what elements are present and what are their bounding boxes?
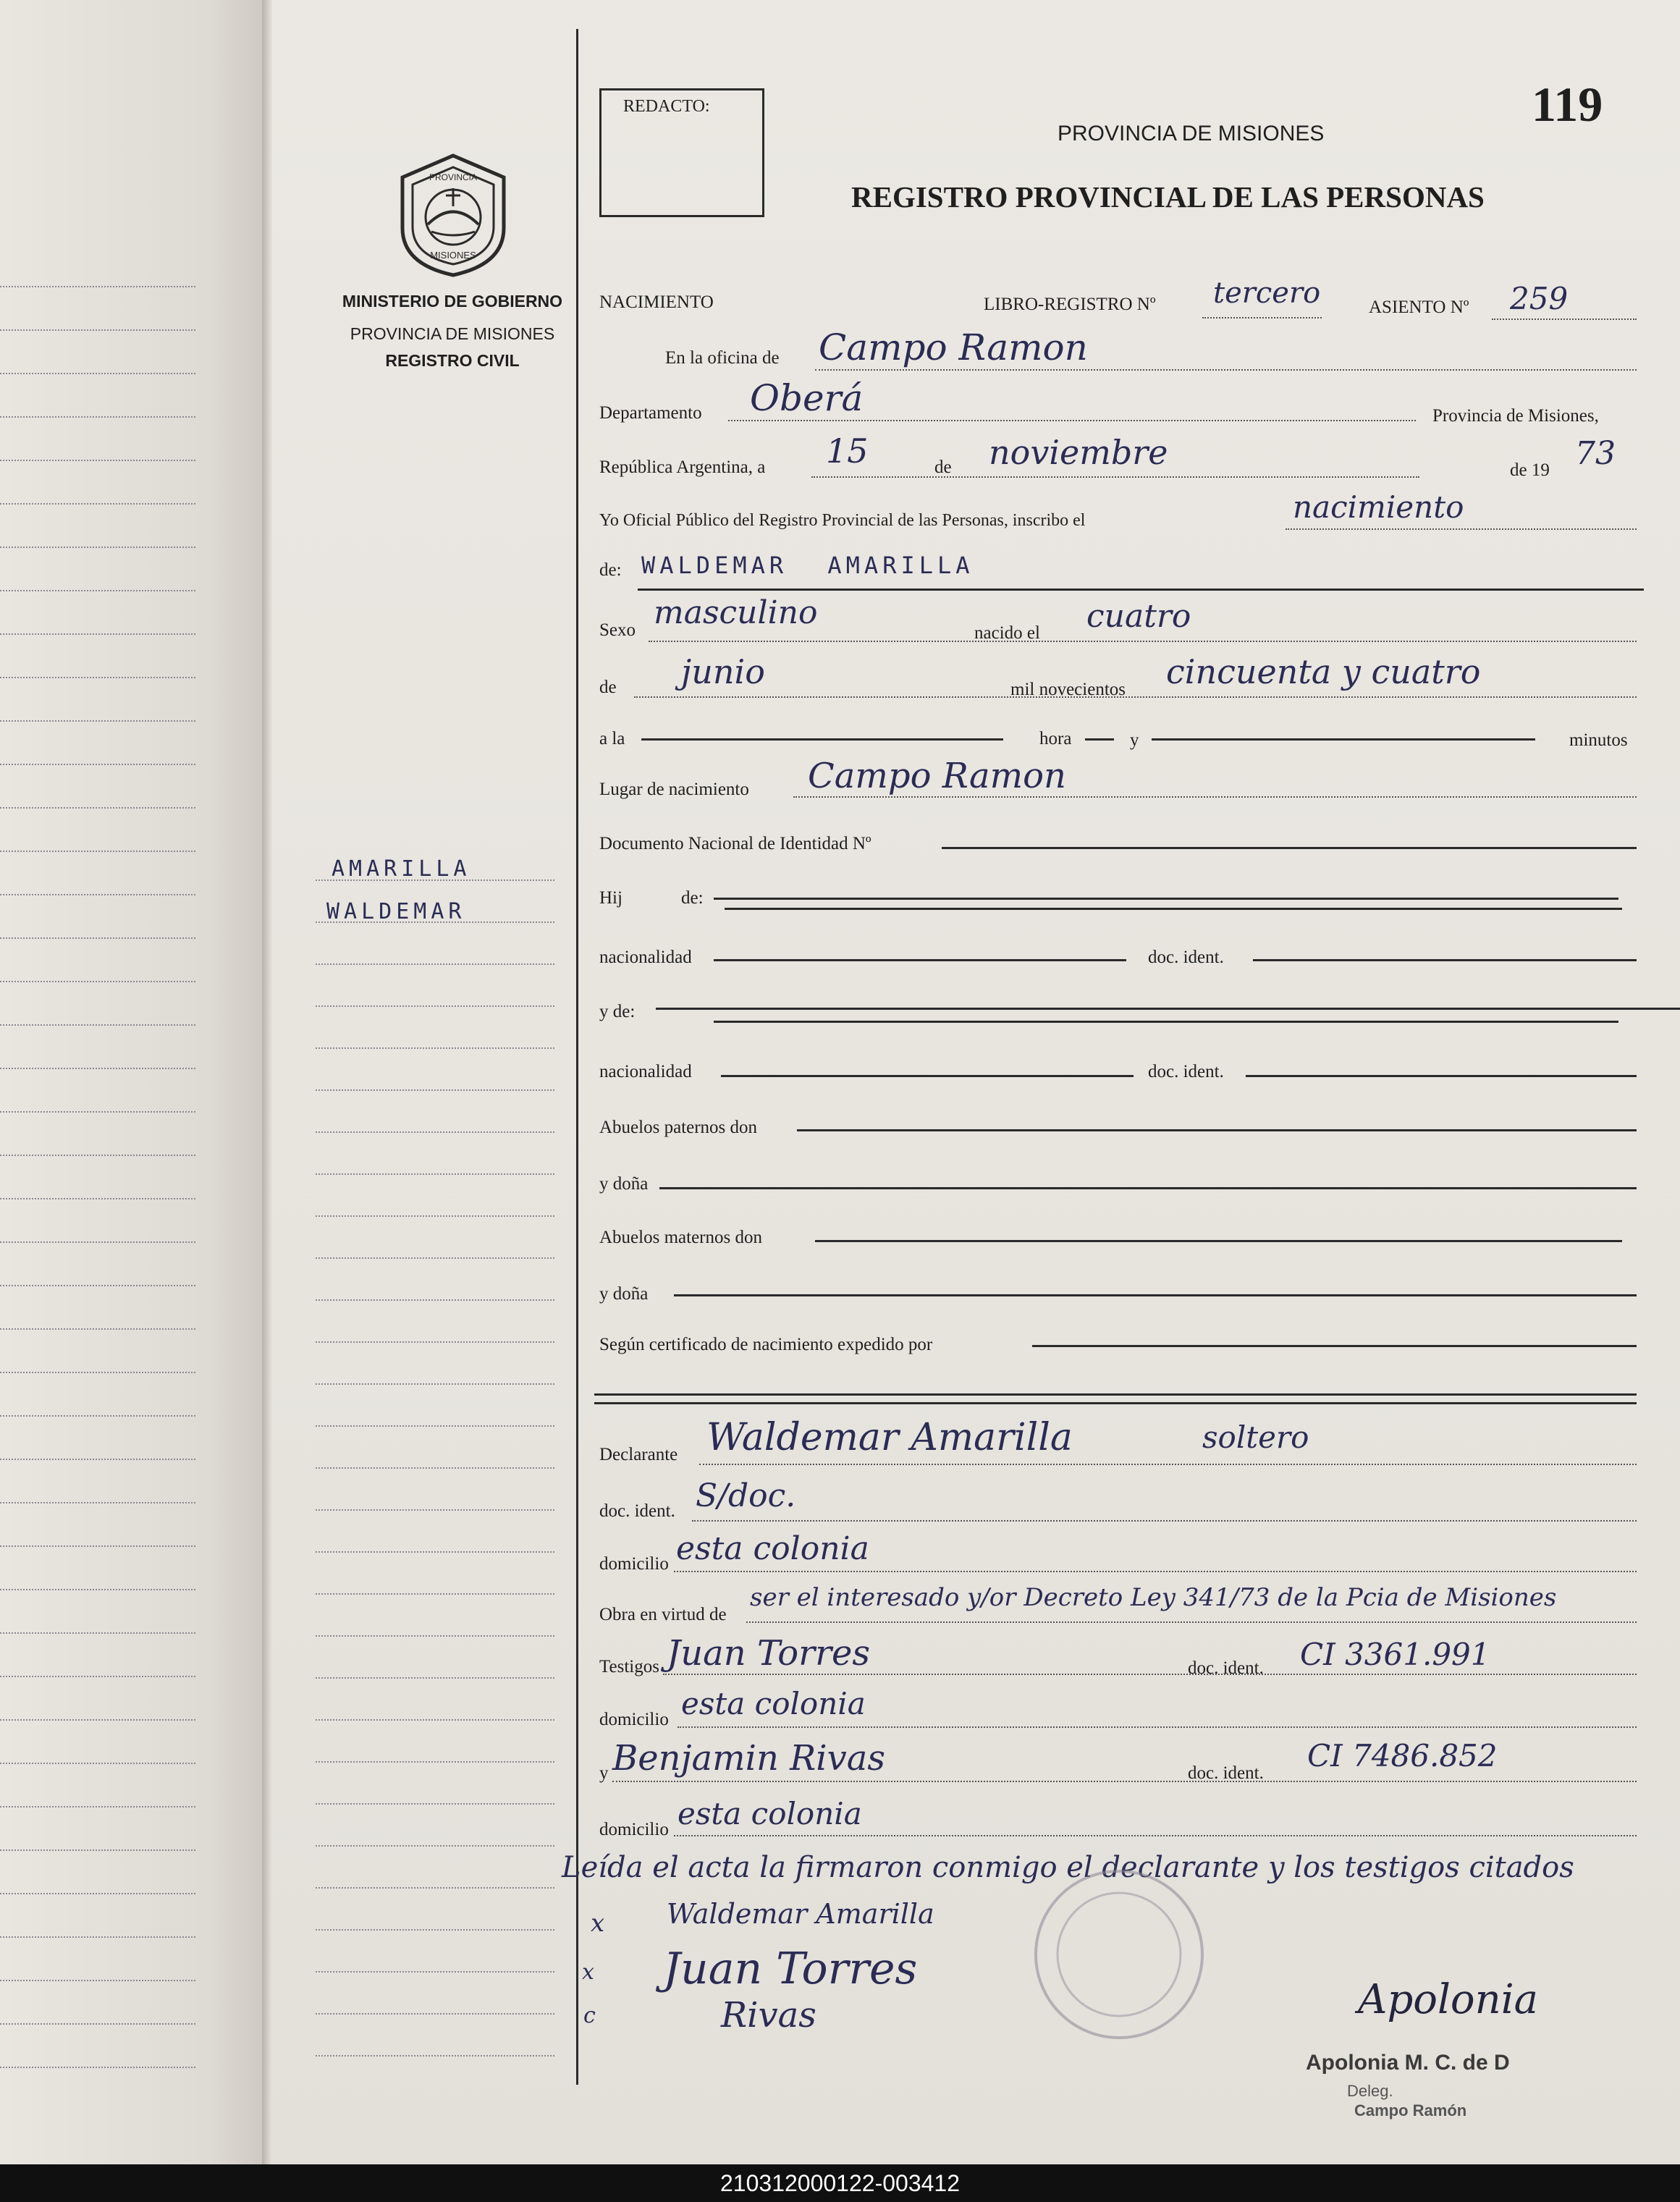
dni-label: Documento Nacional de Identidad Nº bbox=[599, 834, 871, 853]
left-page-rule bbox=[0, 547, 195, 548]
domicilio-label-3: domicilio bbox=[599, 1820, 669, 1839]
departamento-label: Departamento bbox=[599, 403, 702, 423]
left-page-rule bbox=[0, 1893, 195, 1894]
mes-value: noviembre bbox=[989, 433, 1168, 472]
testigo1-value: Juan Torres bbox=[667, 1633, 871, 1674]
leida-text: Leída el acta la firmaron conmigo el declarante y los testigos citados bbox=[562, 1851, 1574, 1884]
anio-value: 73 bbox=[1575, 435, 1616, 472]
hij-line-2 bbox=[725, 908, 1622, 910]
left-page-rule bbox=[0, 460, 195, 461]
mil-label: mil novecientos bbox=[1010, 680, 1126, 699]
signature-mark-3: c bbox=[583, 2003, 596, 2028]
ministry-province-label: PROVINCIA DE MISIONES bbox=[350, 324, 555, 343]
y-dona-line-2 bbox=[674, 1294, 1637, 1296]
testigo1-underline bbox=[663, 1674, 1637, 1675]
doc-ident-label-t1: doc. ident. bbox=[1188, 1658, 1264, 1678]
left-page-rule bbox=[0, 1545, 195, 1547]
left-page-rule bbox=[0, 1502, 195, 1503]
margin-rule bbox=[316, 2013, 554, 2015]
domicilio-value-1: esta colonia bbox=[676, 1530, 869, 1567]
abuelos-paternos-line bbox=[797, 1129, 1637, 1131]
y-de-label: y de: bbox=[599, 1002, 636, 1021]
minutos-label: minutos bbox=[1569, 730, 1628, 750]
y-dona-label-1: y doña bbox=[599, 1174, 649, 1194]
inscribo-underline bbox=[1286, 528, 1637, 530]
official-place: Campo Ramón bbox=[1354, 2101, 1467, 2119]
seal-bottom-text: MISIONES bbox=[430, 250, 476, 261]
declarante-value: Waldemar Amarilla bbox=[706, 1416, 1073, 1459]
y-dona-line-1 bbox=[659, 1187, 1637, 1189]
y-de-line-1 bbox=[656, 1008, 1680, 1010]
domicilio-value-2: esta colonia bbox=[681, 1686, 866, 1721]
left-page-rule bbox=[0, 590, 195, 591]
image-caption: 210312000122-003412 bbox=[0, 2164, 1680, 2202]
obra-label: Obra en virtud de bbox=[599, 1605, 727, 1624]
doc-ident-line-2 bbox=[1246, 1075, 1637, 1077]
left-page-rule bbox=[0, 1849, 195, 1851]
margin-rule bbox=[316, 1677, 554, 1679]
civil-registry-label: REGISTRO CIVIL bbox=[385, 351, 520, 370]
lugar-label: Lugar de nacimiento bbox=[599, 780, 749, 799]
y-de-line-2 bbox=[714, 1021, 1618, 1023]
margin-rule bbox=[316, 1173, 554, 1175]
doc-ident-decl-label: doc. ident. bbox=[599, 1501, 675, 1521]
margin-rule bbox=[316, 921, 554, 923]
margin-surname: AMARILLA bbox=[332, 856, 471, 882]
testigo2-underline bbox=[612, 1781, 1637, 1782]
doc-ident-decl-value: S/doc. bbox=[696, 1477, 796, 1514]
left-page-rule bbox=[0, 1763, 195, 1764]
left-page-rule bbox=[0, 1198, 195, 1199]
margin-rule bbox=[316, 1467, 554, 1469]
left-page-rule bbox=[0, 1068, 195, 1069]
asiento-label: ASIENTO Nº bbox=[1369, 298, 1469, 317]
nacionalidad-label-1: nacionalidad bbox=[599, 948, 692, 967]
left-page-rule bbox=[0, 2067, 195, 2068]
left-page-rule bbox=[0, 1328, 195, 1330]
left-page-rule bbox=[0, 807, 195, 809]
book-gutter bbox=[262, 0, 272, 2164]
signature-2: Juan Torres bbox=[663, 1944, 918, 1994]
declarante-label: Declarante bbox=[599, 1445, 678, 1464]
section-divider-2 bbox=[594, 1402, 1637, 1404]
left-page-rule bbox=[0, 1415, 195, 1417]
margin-rule bbox=[316, 1803, 554, 1805]
registry-title: REGISTRO PROVINCIAL DE LAS PERSONAS bbox=[851, 180, 1485, 214]
inscribo-value: nacimiento bbox=[1293, 489, 1464, 525]
hora-label: hora bbox=[1039, 729, 1072, 748]
hij-de-label: de: bbox=[681, 888, 704, 908]
margin-rule bbox=[316, 1593, 554, 1595]
left-page-rule bbox=[0, 677, 195, 678]
doc-ident-line-1 bbox=[1253, 959, 1637, 961]
yo-oficial-label: Yo Oficial Público del Registro Provincial de las Personas, inscribo el bbox=[599, 511, 1086, 530]
margin-rule bbox=[316, 1341, 554, 1343]
left-page-rule bbox=[0, 1806, 195, 1807]
asiento-value: 259 bbox=[1510, 281, 1569, 316]
mes-nac-underline bbox=[634, 696, 1637, 698]
province-header: PROVINCIA DE MISIONES bbox=[1058, 122, 1325, 145]
left-page-rule bbox=[0, 1980, 195, 1981]
margin-rule bbox=[316, 1929, 554, 1931]
left-page-rule bbox=[0, 329, 195, 331]
left-page-rule bbox=[0, 937, 195, 939]
sexo-value: masculino bbox=[654, 594, 818, 631]
section-divider-1 bbox=[594, 1393, 1637, 1396]
lugar-value: Campo Ramon bbox=[808, 756, 1066, 796]
margin-rule bbox=[316, 1089, 554, 1091]
de-mes-label: de bbox=[934, 457, 952, 477]
left-page-rule bbox=[0, 1241, 195, 1243]
left-page-rule bbox=[0, 1589, 195, 1590]
testigo2-doc: CI 7486.852 bbox=[1307, 1738, 1498, 1773]
left-page-rule bbox=[0, 720, 195, 722]
left-page-rule bbox=[0, 894, 195, 895]
left-page-rule bbox=[0, 2023, 195, 2025]
nombre-underline bbox=[638, 589, 1644, 591]
official-name: Apolonia M. C. de D bbox=[1306, 2051, 1510, 2075]
margin-rule bbox=[316, 963, 554, 965]
nombre-value: WALDEMAR AMARILLA bbox=[641, 552, 974, 579]
margin-rule bbox=[316, 1635, 554, 1637]
margin-rule bbox=[316, 1719, 554, 1721]
departamento-value: Oberá bbox=[750, 377, 864, 419]
abuelos-maternos-line bbox=[815, 1240, 1622, 1242]
domicilio-underline-1 bbox=[674, 1571, 1637, 1572]
ministry-label: MINISTERIO DE GOBIERNO bbox=[342, 292, 563, 311]
anio-nac-value: cincuenta y cuatro bbox=[1166, 652, 1481, 691]
domicilio-underline-2 bbox=[678, 1726, 1637, 1728]
obra-value: ser el interesado y/or Decreto Ley 341/73 de la Pcia de Misiones bbox=[750, 1583, 1557, 1612]
dia-value: 15 bbox=[826, 431, 869, 471]
left-page-rule bbox=[0, 1372, 195, 1373]
margin-rule bbox=[316, 1845, 554, 1847]
y-testigo2-label: y bbox=[599, 1763, 609, 1783]
signature-1: Waldemar Amarilla bbox=[667, 1898, 934, 1930]
oficina-underline bbox=[815, 369, 1637, 371]
left-page-rule bbox=[0, 1459, 195, 1460]
declarante-underline bbox=[699, 1464, 1637, 1465]
nacionalidad-line-2 bbox=[721, 1075, 1134, 1077]
nacido-value: cuatro bbox=[1086, 598, 1191, 635]
margin-rule bbox=[316, 1887, 554, 1889]
margin-rule bbox=[316, 1383, 554, 1385]
de-mes-nac-label: de bbox=[599, 678, 617, 697]
libro-underline bbox=[1202, 317, 1322, 319]
left-page-rule bbox=[0, 416, 195, 418]
republica-label: República Argentina, a bbox=[599, 457, 766, 477]
nacionalidad-label-2: nacionalidad bbox=[599, 1062, 692, 1081]
official-title: Deleg. bbox=[1347, 2082, 1393, 2100]
margin-rule bbox=[316, 1215, 554, 1217]
doc-ident-label-2: doc. ident. bbox=[1148, 1062, 1224, 1081]
left-page-rule bbox=[0, 1285, 195, 1286]
y-hora-label: y bbox=[1130, 730, 1139, 750]
left-page-rule bbox=[0, 1024, 195, 1026]
fecha-underline bbox=[811, 476, 1419, 478]
official-signature: Apolonia bbox=[1358, 1976, 1538, 2023]
hij-line-1 bbox=[714, 898, 1618, 900]
margin-rule bbox=[316, 1047, 554, 1049]
margin-rule bbox=[316, 1509, 554, 1511]
a-la-line bbox=[641, 738, 1003, 741]
testigo1-doc: CI 3361.991 bbox=[1300, 1637, 1490, 1672]
nacimiento-label: NACIMIENTO bbox=[599, 292, 714, 312]
left-page-rule bbox=[0, 851, 195, 852]
margin-rule bbox=[316, 1971, 554, 1973]
lugar-underline bbox=[793, 796, 1637, 798]
official-stamp-icon bbox=[1025, 1860, 1213, 2049]
margin-rule bbox=[316, 1761, 554, 1763]
provincial-seal-icon bbox=[388, 148, 518, 279]
sexo-label: Sexo bbox=[599, 620, 636, 640]
margin-rule bbox=[316, 1005, 554, 1007]
libro-value: tercero bbox=[1213, 277, 1321, 310]
hora-line bbox=[1085, 738, 1114, 741]
left-page-rule bbox=[0, 1111, 195, 1113]
signature-mark-2: x bbox=[582, 1960, 594, 1985]
left-page bbox=[0, 0, 262, 2164]
left-page-rule bbox=[0, 981, 195, 982]
margin-rule bbox=[316, 1299, 554, 1301]
margin-rule bbox=[316, 1425, 554, 1427]
form-left-rule bbox=[576, 29, 578, 2085]
segun-label: Según certificado de nacimiento expedido por bbox=[599, 1335, 933, 1354]
a-la-label: a la bbox=[599, 729, 625, 748]
testigos-label: Testigos bbox=[599, 1657, 659, 1676]
margin-rule bbox=[316, 1257, 554, 1259]
left-page-rule bbox=[0, 1676, 195, 1677]
obra-underline bbox=[746, 1621, 1637, 1623]
oficina-label: En la oficina de bbox=[665, 348, 780, 368]
asiento-underline bbox=[1492, 319, 1637, 320]
right-page bbox=[272, 0, 1680, 2164]
left-page-rule bbox=[0, 1632, 195, 1634]
signature-mark-1: x bbox=[591, 1909, 605, 1938]
page-number: 119 bbox=[1532, 77, 1603, 132]
abuelos-maternos-label: Abuelos maternos don bbox=[599, 1228, 762, 1247]
departamento-underline bbox=[728, 420, 1416, 421]
mes-nac-value: junio bbox=[681, 652, 765, 691]
domicilio-value-3: esta colonia bbox=[678, 1796, 862, 1831]
signature-3: Rivas bbox=[721, 1995, 816, 2036]
abuelos-paternos-label: Abuelos paternos don bbox=[599, 1118, 758, 1137]
nacido-label: nacido el bbox=[974, 623, 1040, 643]
margin-rule bbox=[316, 879, 554, 881]
nacionalidad-line-1 bbox=[714, 959, 1126, 961]
y-dona-label-2: y doña bbox=[599, 1284, 649, 1304]
doc-ident-label-t2: doc. ident. bbox=[1188, 1763, 1264, 1783]
segun-line bbox=[1032, 1345, 1637, 1347]
domicilio-label-2: domicilio bbox=[599, 1710, 669, 1729]
libro-label: LIBRO-REGISTRO Nº bbox=[984, 295, 1156, 314]
sexo-underline bbox=[649, 641, 1637, 642]
domicilio-underline-3 bbox=[674, 1835, 1637, 1836]
margin-rule bbox=[316, 1131, 554, 1133]
left-page-rule bbox=[0, 286, 195, 287]
hij-label: Hij bbox=[599, 888, 622, 908]
left-page-rule bbox=[0, 1936, 195, 1938]
doc-ident-decl-underline bbox=[692, 1520, 1637, 1522]
left-page-rule bbox=[0, 633, 195, 635]
de19-label: de 19 bbox=[1510, 460, 1550, 480]
oficina-value: Campo Ramon bbox=[819, 326, 1088, 368]
redacto-label: REDACTO: bbox=[623, 97, 710, 116]
redacto-box bbox=[599, 88, 764, 217]
testigo2-value: Benjamin Rivas bbox=[612, 1738, 885, 1779]
left-page-rule bbox=[0, 764, 195, 765]
doc-ident-label-1: doc. ident. bbox=[1148, 948, 1224, 967]
declarante-estado: soltero bbox=[1202, 1420, 1309, 1455]
dni-line bbox=[942, 847, 1637, 849]
margin-rule bbox=[316, 2055, 554, 2057]
de-nombre-label: de: bbox=[599, 560, 622, 580]
minutos-line bbox=[1152, 738, 1535, 741]
left-page-rule bbox=[0, 1155, 195, 1156]
left-page-rule bbox=[0, 373, 195, 374]
margin-given-name: WALDEMAR bbox=[326, 899, 466, 924]
left-page-rule bbox=[0, 503, 195, 505]
provincia-label: Provincia de Misiones, bbox=[1432, 406, 1599, 426]
left-page-rule bbox=[0, 1719, 195, 1721]
seal-top-text: PROVINCIA bbox=[429, 172, 478, 182]
margin-rule bbox=[316, 1551, 554, 1553]
domicilio-label-1: domicilio bbox=[599, 1554, 669, 1574]
